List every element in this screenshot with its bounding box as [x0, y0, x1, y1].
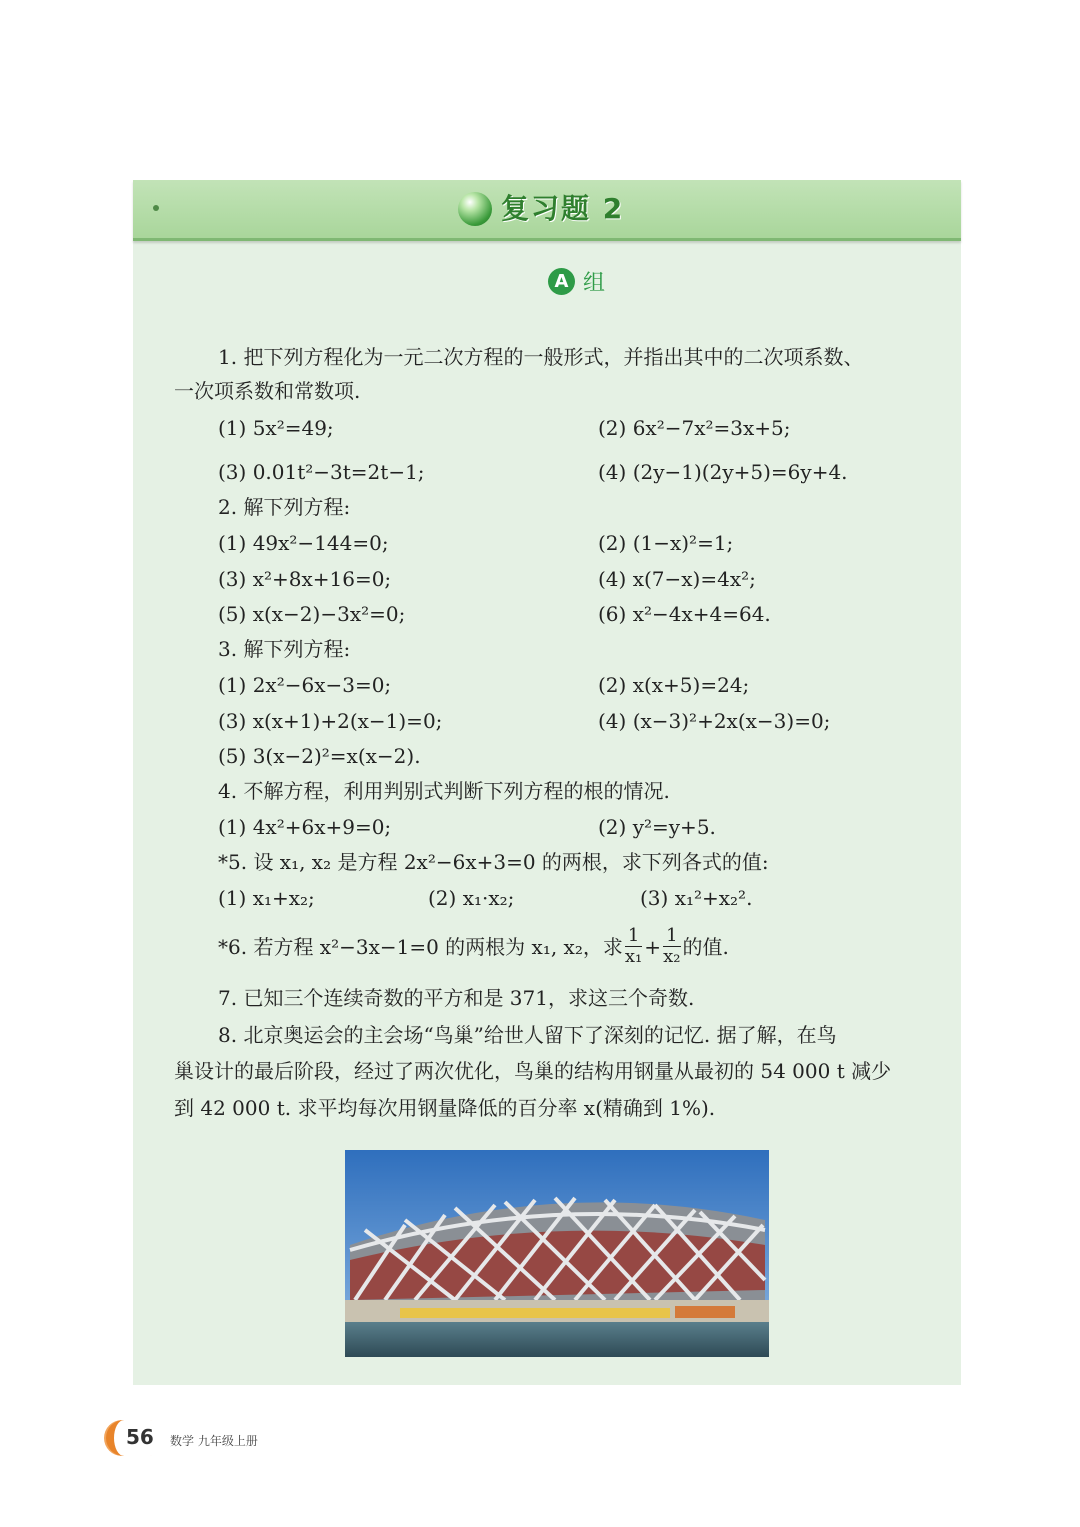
q3-item-4: (4) (x−3)²+2x(x−3)=0; [598, 709, 831, 733]
section-title: 复习题 2 [501, 192, 625, 225]
q2-item-2: (2) (1−x)²=1; [598, 531, 734, 555]
birds-nest-stadium-photo [345, 1150, 769, 1357]
q3-item-3: (3) x(x+1)+2(x−1)=0; [218, 709, 443, 733]
fraction-2-denominator: x₂ [663, 946, 681, 967]
plus-sign: + [644, 934, 662, 959]
section-banner [133, 180, 961, 241]
question-8-text-cont1: 巢设计的最后阶段，经过了两次优化，鸟巢的结构用钢量从最初的 54 000 t 减少 [174, 1059, 892, 1083]
group-label: 组 [583, 270, 606, 296]
fraction-1-over-x1 [625, 926, 642, 967]
q5-item-1: (1) x₁+x₂; [218, 886, 315, 910]
question-6-suffix: 的值. [682, 934, 729, 959]
question-1-text: 1. 把下列方程化为一元二次方程的一般形式，并指出其中的二次项系数、 [218, 345, 864, 369]
q1-item-2: (2) 6x²−7x²=3x+5; [598, 416, 791, 440]
q3-item-2: (2) x(x+5)=24; [598, 673, 750, 697]
q2-item-1: (1) 49x²−144=0; [218, 531, 389, 555]
q3-item-1: (1) 2x²−6x−3=0; [218, 673, 392, 697]
question-1-text-cont: 一次项系数和常数项. [174, 379, 361, 403]
question-6 [218, 926, 729, 967]
q2-item-4: (4) x(7−x)=4x²; [598, 567, 756, 591]
q3-item-5: (5) 3(x−2)²=x(x−2). [218, 744, 421, 768]
group-heading [548, 266, 605, 296]
question-8-text-cont2: 到 42 000 t. 求平均每次用钢量降低的百分率 x(精确到 1%). [174, 1096, 716, 1120]
page-number: 56 [126, 1425, 154, 1449]
fraction-1-over-x2 [663, 926, 680, 967]
q2-item-5: (5) x(x−2)−3x²=0; [218, 602, 406, 626]
page-number-badge [106, 1420, 168, 1456]
q2-item-6: (6) x²−4x+4=64. [598, 602, 771, 626]
fraction-1-denominator: x₁ [624, 946, 643, 967]
question-6-text: *6. 若方程 x²−3x−1=0 的两根为 x₁, x₂，求 [218, 934, 623, 959]
q5-item-3: (3) x₁²+x₂². [640, 886, 753, 910]
question-2-text: 2. 解下列方程: [218, 495, 351, 519]
book-title: 数学 九年级上册 [170, 1434, 258, 1448]
question-7-text: 7. 已知三个连续奇数的平方和是 371，求这三个奇数. [218, 986, 695, 1010]
q1-item-4: (4) (2y−1)(2y+5)=6y+4. [598, 460, 848, 484]
fraction-2-numerator: 1 [663, 926, 680, 947]
q1-item-1: (1) 5x²=49; [218, 416, 334, 440]
fraction-1-numerator: 1 [625, 926, 642, 947]
q5-item-2: (2) x₁·x₂; [428, 886, 515, 910]
q2-item-3: (3) x²+8x+16=0; [218, 567, 392, 591]
green-orb-icon [458, 192, 492, 226]
q1-item-3: (3) 0.01t²−3t=2t−1; [218, 460, 425, 484]
q4-item-2: (2) y²=y+5. [598, 815, 716, 839]
group-badge: A [548, 268, 575, 295]
question-8-text: 8. 北京奥运会的主会场“鸟巢”给世人留下了深刻的记忆. 据了解，在鸟 [218, 1023, 837, 1047]
question-5-text: *5. 设 x₁, x₂ 是方程 2x²−6x+3=0 的两根，求下列各式的值: [218, 850, 769, 874]
banner-dot [153, 205, 159, 211]
q4-item-1: (1) 4x²+6x+9=0; [218, 815, 392, 839]
question-3-text: 3. 解下列方程: [218, 637, 351, 661]
question-4-text: 4. 不解方程，利用判别式判断下列方程的根的情况. [218, 779, 670, 803]
